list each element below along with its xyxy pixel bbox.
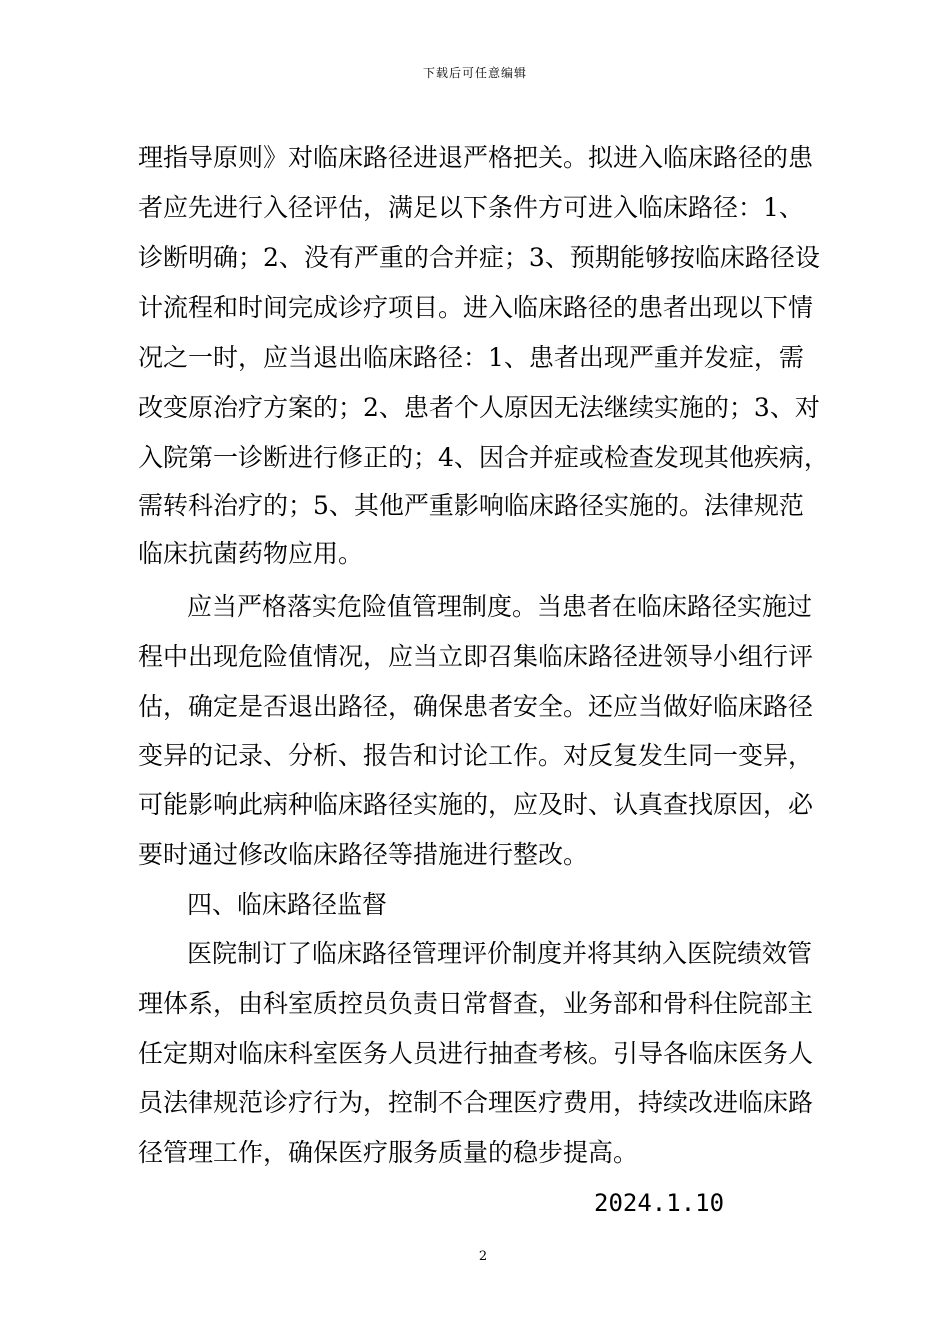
page-number: 2 [478,1249,488,1264]
text-line: 估，确定是否退出路径，确保患者安全。还应当做好临床路径 [138,692,814,721]
text-line: 计流程和时间完成诊疗项目。进入临床路径的患者出现以下情 [138,293,814,322]
text-line: 变异的记录、分析、报告和讨论工作。对反复发生同一变异， [138,741,814,770]
section-heading: 四、临床路径监督 [187,890,388,919]
text-line: 况之一时，应当退出临床路径：1、患者出现严重并发症，需 [138,343,804,372]
text-line: 任定期对临床科室医务人员进行抽查考核。引导各临床医务人 [138,1039,814,1068]
text-line: 需转科治疗的；5、其他严重影响临床路径实施的。法律规范 [138,491,804,520]
document-date: 2024.1.10 [594,1189,725,1217]
text-line: 入院第一诊断进行修正的；4、因合并症或检查发现其他疾病， [138,443,829,472]
text-line: 程中出现危险值情况，应当立即召集临床路径进领导小组行评 [138,642,814,671]
text-line: 诊断明确；2、没有严重的合并症；3、预期能够按临床路径设 [138,243,820,272]
text-line: 改变原治疗方案的；2、患者个人原因无法继续实施的；3、对 [138,393,820,422]
text-line: 径管理工作，确保医疗服务质量的稳步提高。 [138,1138,639,1167]
text-line: 理指导原则》对临床路径进退严格把关。拟进入临床路径的患 [138,143,814,172]
text-line: 临床抗菌药物应用。 [138,539,364,568]
text-line: 可能影响此病种临床路径实施的，应及时、认真查找原因，必 [138,790,814,819]
text-line: 要时通过修改临床路径等措施进行整改。 [138,840,589,869]
text-line: 者应先进行入径评估，满足以下条件方可进入临床路径：1、 [138,193,804,222]
page-header: 下载后可任意编辑 [422,66,527,80]
text-line: 员法律规范诊疗行为，控制不合理医疗费用，持续改进临床路 [138,1088,814,1117]
text-line: 理体系，由科室质控员负责日常督查，业务部和骨科住院部主 [138,989,814,1018]
paragraph-first-line: 医院制订了临床路径管理评价制度并将其纳入医院绩效管 [187,939,813,968]
paragraph-first-line: 应当严格落实危险值管理制度。当患者在临床路径实施过 [187,592,813,621]
